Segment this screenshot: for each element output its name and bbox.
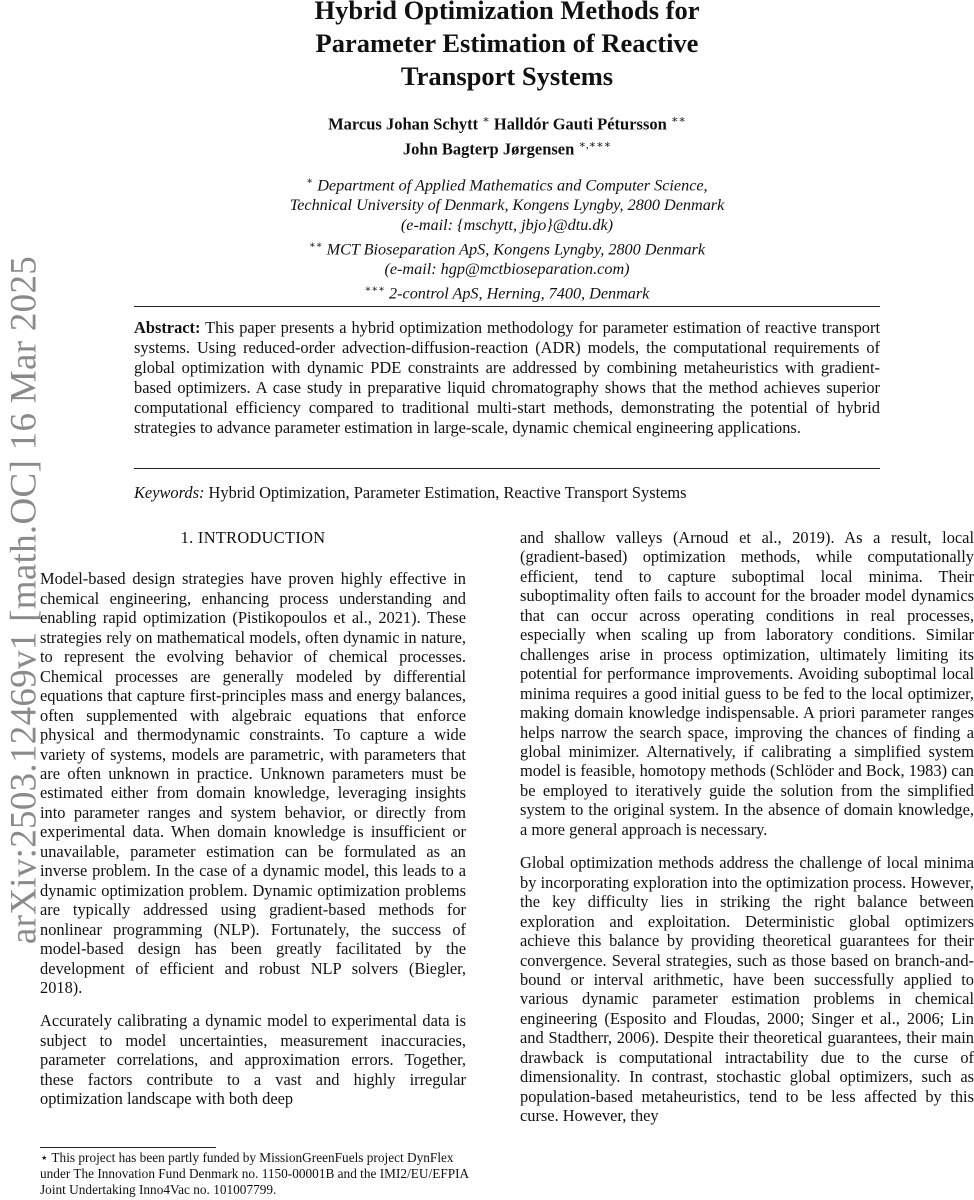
funding-footnote xyxy=(40,1150,480,1198)
keywords-text: Hybrid Optimization, Parameter Estimation, Reactive Transport Systems xyxy=(208,483,687,502)
arxiv-identifier-stamp: arXiv:2503.12469v1 [math.OC] 16 Mar 2025 xyxy=(3,255,45,945)
affiliation-line: Technical University of Denmark, Kongens Lyngby, 2800 Denmark xyxy=(289,196,725,215)
affiliation-mark: ∗ xyxy=(306,176,314,187)
left-column xyxy=(40,528,466,1123)
section-heading: 1. INTRODUCTION xyxy=(180,528,326,547)
affiliation-mark: ∗,∗∗∗ xyxy=(578,138,612,151)
body-paragraph: Global optimization methods address the challenge of local minima by incorporating exploration into the optimization process. However, the key difficulty lies in striking the right balance between exploration and exploitation. Deterministic global optimizers achieve this balance by providing theoretical guarantees for their convergence. Several strategies, such as those based on branch-and-bound or interval arithmetic, have been successfully applied to various dynamic parameter estimation problems in chemical engineering (Esposito and Floudas, 2000; Singer et al., 2006; Lin and Stadtherr, 2006). Despite their theoretical guarantees, their main drawback is computational intractability due to the curse of dimensionality. In contrast, stochastic global optimizers, such as population-based metaheuristics, tend to be less affected by this curse. However, they xyxy=(520,853,974,1126)
author-name: John Bagterp Jørgensen xyxy=(402,139,575,158)
affiliation-email: (e-mail: {mschytt, jbjo}@dtu.dk) xyxy=(400,215,614,234)
body-paragraph: and shallow valleys (Arnoud et al., 2019). As a result, local (gradient-based) optimization methods, while computationally efficient, tend to capture suboptimal local minima. Their suboptimality often fails to account for the broader model dynamics that can occur across operating conditions in real processes, especially when scaling up from laboratory conditions. Similar challenges arise in process optimization, ultimately limiting its potential for performance improvements. Avoiding suboptimal local minima requires a good initial guess to be fed to the local optimizer, making domain knowledge indispensable. A priori parameter ranges helps narrow the search space, improving the chances of finding a global minimizer. Alternatively, if calibrating a simplified system model is feasible, homotopy methods (Schlöder and Bock, 1983) can be employed to iteratively guide the solution from the simplified system to the original system. In the absence of domain knowledge, a more general approach is necessary. xyxy=(520,528,974,839)
title-line: Transport Systems xyxy=(400,61,614,91)
affiliation-email: (e-mail: hgp@mctbioseparation.com) xyxy=(384,259,630,278)
affiliation-line: 2-control ApS, Herning, 7400, Denmark xyxy=(389,284,650,303)
footnote-text: This project has been partly funded by MissionGreenFuels project DynFlex under The Innovation Fund Denmark no. 1150-00001B and the IMI2/EU/EFPIA Joint Undertaking Inno4Vac no. 101007799. xyxy=(40,1150,469,1197)
keywords xyxy=(134,483,880,503)
title-line: Hybrid Optimization Methods for xyxy=(314,0,700,25)
author-name: Halldór Gauti Pétursson xyxy=(493,114,667,134)
affiliation-line: MCT Bioseparation ApS, Kongens Lyngby, 2800 Denmark xyxy=(326,240,706,259)
abstract xyxy=(134,318,880,439)
body-paragraph: Accurately calibrating a dynamic model to experimental data is subject to model uncertainties, measurement inaccuracies, parameter correlations, and approximation errors. Together, these factors contribute to a vast and highly irregular optimization landscape with both deep xyxy=(40,1011,466,1109)
title-line: Parameter Estimation of Reactive xyxy=(315,28,699,58)
abstract-bottom-rule xyxy=(134,468,880,469)
author-name: Marcus Johan Schytt xyxy=(328,114,479,134)
affiliation-mark: ∗∗ xyxy=(670,114,686,126)
abstract-label: Abstract: xyxy=(134,318,201,337)
footnote-rule xyxy=(40,1147,216,1148)
affiliation-mark: ∗∗ xyxy=(308,239,323,251)
affiliations xyxy=(180,172,834,304)
paper-title xyxy=(200,0,814,93)
right-column xyxy=(520,528,974,1140)
body-paragraph: Model-based design strategies have proven highly effective in chemical engineering, enhancing process understanding and enabling rapid optimization (Pistikopoulos et al., 2021). These strategies rely on mathematical models, often dynamic in nature, to represent the evolving behavior of chemical processes. Chemical processes are generally modeled by differential equations that capture first-principles mass and energy balances, often supplemented with algebraic equations that enforce physical and thermodynamic constraints. To capture a wide variety of systems, models are parametric, with parameters that are often unknown in practice. Unknown parameters must be estimated either from domain knowledge, leveraging insights into parameter ranges and system behavior, or directly from experimental data. When domain knowledge is insufficient or unavailable, parameter estimation can be formulated as an inverse problem. In the case of a dynamic model, this leads to a dynamic optimization problem. Dynamic optimization problems are typically addressed using gradient-based methods for nonlinear programming (NLP). Fortunately, the success of model-based design has been greatly facilitated by the development of efficient and robust NLP solvers (Biegler, 2018). xyxy=(40,569,466,997)
affiliation-mark: ∗∗∗ xyxy=(364,283,385,295)
affiliation-mark: ∗ xyxy=(482,114,490,126)
footnote-mark: ⋆ xyxy=(40,1150,49,1165)
keywords-label: Keywords: xyxy=(134,483,205,502)
abstract-text: This paper presents a hybrid optimization methodology for parameter estimation of reactive transport systems. Using reduced-order advection-diffusion-reaction (ADR) models, the computational requirements of global optimization with dynamic PDE constraints are addressed by combining metaheuristics with gradient-based optimizers. A case study in preparative liquid chromatography shows that the method achieves superior computational efficiency compared to traditional multi-start methods, demonstrating the potential of hybrid strategies to advance parameter estimation in large-scale, dynamic chemical engineering applications. xyxy=(134,318,880,438)
author-list xyxy=(200,110,814,159)
affiliation-line: Department of Applied Mathematics and Computer Science, xyxy=(317,176,708,195)
abstract-top-rule xyxy=(134,306,880,307)
